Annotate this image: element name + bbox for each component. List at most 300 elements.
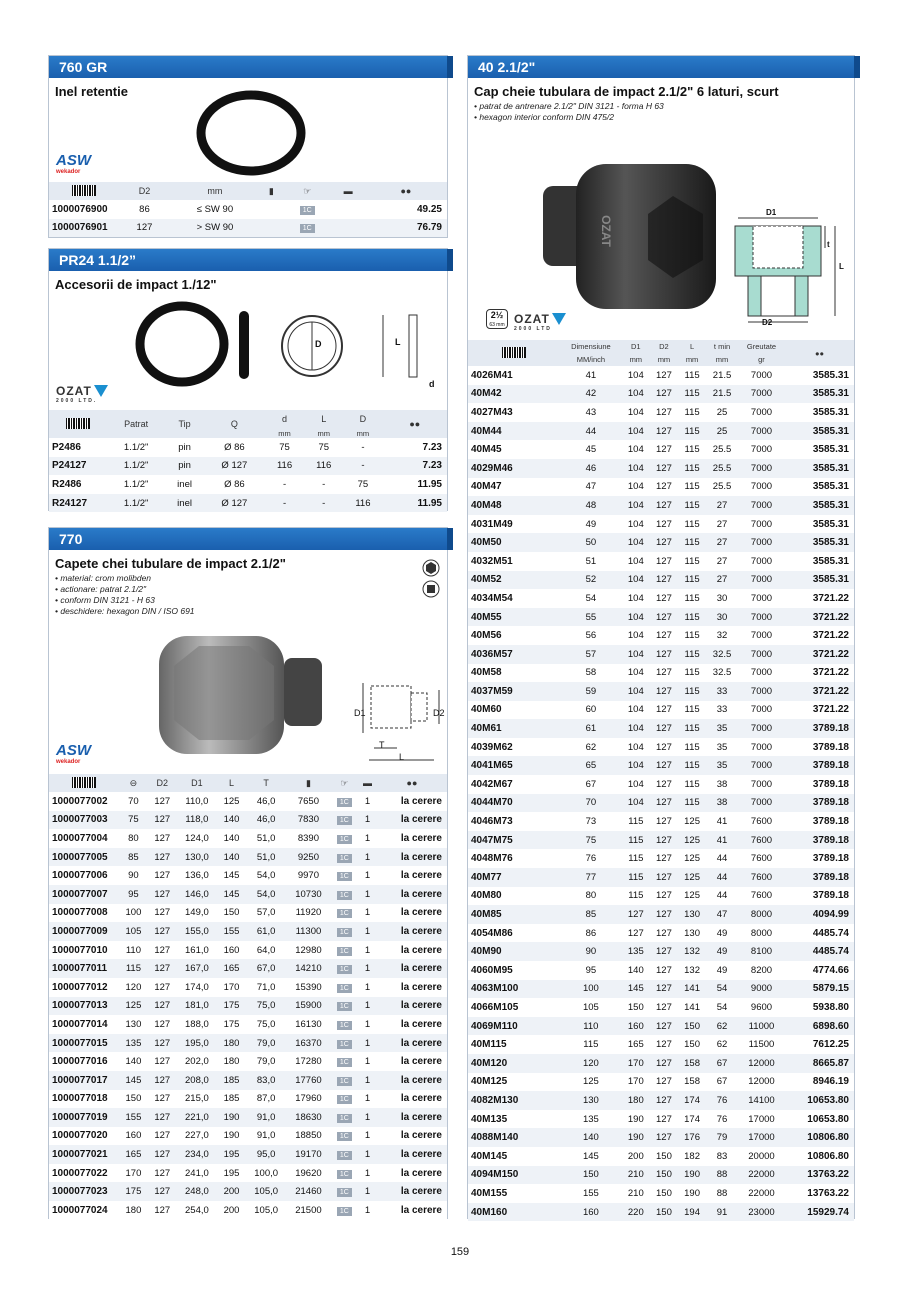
table-cell: 1: [358, 1145, 377, 1164]
table-cell: la cerere: [377, 1201, 447, 1220]
table-row: [468, 756, 854, 775]
table-row: [49, 904, 447, 923]
bullet-item: • actionare: patrat 2.1/2": [55, 584, 147, 594]
table-cell: 104: [622, 682, 650, 701]
table-cell: 127: [148, 1034, 177, 1053]
label-D1: D1: [354, 708, 366, 718]
table-cell: 9000: [738, 980, 785, 999]
table-cell: 7000: [738, 794, 785, 813]
table-cell: 4047M75: [468, 831, 560, 850]
table-cell: 150: [650, 1184, 678, 1203]
table-cell: 14210: [286, 959, 330, 978]
table-cell: 1: [358, 922, 377, 941]
table-cell: 4054M86: [468, 924, 560, 943]
ruler-icon: ▬: [331, 182, 364, 200]
table-cell: 1.1/2": [107, 475, 165, 494]
table-cell: 3789.18: [785, 831, 854, 850]
table-cell: 135: [560, 1110, 622, 1129]
table-cell: 130: [678, 924, 706, 943]
table-cell: 62: [560, 738, 622, 757]
table-cell: 155,0: [177, 922, 217, 941]
table-cell: 127: [148, 1071, 177, 1090]
table-cell: 1C: [331, 1034, 359, 1053]
table-cell: 1: [358, 1071, 377, 1090]
table-cell: 110: [119, 941, 148, 960]
table-cell: 125: [678, 849, 706, 868]
table-cell: pin: [165, 438, 203, 457]
table-cell: 7000: [738, 701, 785, 720]
table-cell: 110: [560, 1017, 622, 1036]
table-cell: 130: [678, 905, 706, 924]
table-cell: 140: [217, 848, 246, 867]
table-cell: 1C: [331, 978, 359, 997]
table-cell: 4069M110: [468, 1017, 560, 1036]
table-cell: pin: [165, 457, 203, 476]
table-cell: 67: [706, 1054, 738, 1073]
table-cell: 174: [678, 1110, 706, 1129]
table-cell: 8665.87: [785, 1054, 854, 1073]
table-cell: 127: [650, 924, 678, 943]
table-cell: 42: [560, 385, 622, 404]
table-cell: 104: [622, 775, 650, 794]
table-cell: 1C: [331, 1182, 359, 1201]
table-cell: 17960: [286, 1090, 330, 1109]
table-cell: la cerere: [377, 978, 447, 997]
table-cell: 3789.18: [785, 849, 854, 868]
table-cell: 127: [148, 941, 177, 960]
table-row: [468, 794, 854, 813]
table-cell: 155: [560, 1184, 622, 1203]
table-cell: 174,0: [177, 978, 217, 997]
table-cell: 85: [560, 905, 622, 924]
table-cell: 3585.31: [785, 403, 854, 422]
table-cell: 51: [560, 552, 622, 571]
table-cell: 130: [119, 1015, 148, 1034]
table-row: [49, 1090, 447, 1109]
table-cell: 215,0: [177, 1090, 217, 1109]
label-L: L: [839, 262, 844, 271]
table-cell: 127: [650, 645, 678, 664]
table-cell: 16130: [286, 1015, 330, 1034]
table-cell: la cerere: [377, 1071, 447, 1090]
table-row: [468, 682, 854, 701]
table-cell: 21500: [286, 1201, 330, 1220]
table-cell: 4046M73: [468, 812, 560, 831]
table-cell: 115: [678, 589, 706, 608]
table-cell: 127: [650, 887, 678, 906]
table-cell: 127: [650, 422, 678, 441]
section-title: Accesorii de impact 1./12": [55, 277, 217, 292]
table-cell: 54,0: [246, 885, 286, 904]
table-cell: 104: [622, 440, 650, 459]
table-cell: 1: [358, 1164, 377, 1183]
table-cell: 4034M54: [468, 589, 560, 608]
table-cell: 1000077011: [49, 959, 119, 978]
table-cell: 40M155: [468, 1184, 560, 1203]
table-cell: la cerere: [377, 866, 447, 885]
table-cell: 104: [622, 478, 650, 497]
product-table: Dimensiune D1 D2 L t min Greutate ●● MM/inch mm mm mm mm gr 4026M41 41 104 127 115 21.5 7000 3585.31 40M42 42 104 127 115 21.5 7000 3585.31 4027M43 43 104 127 115 25 7000 3585.31 40M44 44 104 127 115 25 7000 3585.31 40M45 45 104 127 115 25.5 7000 3585.31 4029M46 46 104 127 115 25.5 7000 3585.31 40M47 47 104 127 115 25.5 7000 3585.31 40M48 48 104 127 115 27 7000 3585.31 4031M49 49 104 127 115 27 7000 3585.31 40M50 50 104 127 115 27 7000 3585.31 4032M51 51 104 127 115 27 7000 3585.31 40M52 52 104 127 115 27 7000 3585.31 4034M54 54 104 127 115 30 7000 3721.22 40M55 55 104 127 115 30 7000 3721.22 40M56 56 104 127 115 32 7000 3721.22 4036M57 57 104 127 115 32.5 7000 3721.22 40M58 58 104 127 115 32.5 7000 3721.22 4037M59 59 104 127 115 33 7000 3721.22 40M60 60 104 127 115 33 7000 3721.22 40M61 61 104 127 115 35 7000 3789.18 4039M62 62 104 127 115 35 7000 3789.18 4041M65 65 104 127 115 35 7000 3789.18 4042M67 67 104 127 115 38 7000 3789.18 4044M70 70 104 127 115 38 7000 3789.18 4046M73 73 115 127 125 41 7600 3789.18 4047M75 75 115 127 125 41 7600 3789.18 4048M76 76 115 127 125 44 7600 3789.18 40M77 77 115 127 125 44 7600 3789.18 40M80 80 115 127 125 44 7600 3789.18 40M85 85 127 127 130 47 8000 4094.99 4054M86 86 127 127 130 49 8000 4485.74 40M90 90 135 127 132 49 8100 4485.74 4060M95 95 140 127 132 49 8200 4774.66 4063M100 100 145 127 141 54 9000 5879.15 4066M105 105 150 127 141 54 9600 5938.80 4069M110 110 160 127 150 62 11000 6898.60 40M115 115 165 127 150 62 11500 7612.25 40M120 120 170 127 158 67 12000 8665.87 40M125 125 170 127 158 67 12000 8946.19 4082M130 130 180 127 174 76 14100 10653.80 40M135 135 190 127 174 76 17000 10653.80 4088M140 140 190 127 176 79 17000 10806.80 40M145 145 200 150 182 83 20000 10806.80 4094M150 150 210 150 190 88 22000 13763.22 40M155 155 210 150 190 88 22000 13763.22 40M160 160 220 150 194 91 23000 15929.74: [468, 340, 854, 1221]
table-cell: 127: [650, 478, 678, 497]
table-cell: 1C: [331, 959, 359, 978]
table-cell: 11.95: [383, 475, 447, 494]
table-cell: 47: [560, 478, 622, 497]
table-row: [49, 885, 447, 904]
table-cell: P24127: [49, 457, 107, 476]
table-cell: 38: [706, 794, 738, 813]
table-row: [468, 980, 854, 999]
hexagon-icon: [422, 559, 440, 577]
table-cell: 105,0: [246, 1201, 286, 1220]
table-row: [468, 440, 854, 459]
table-cell: -: [265, 475, 304, 494]
table-cell: 1: [358, 1182, 377, 1201]
table-cell: 15390: [286, 978, 330, 997]
table-cell: 140: [217, 811, 246, 830]
bullet-item: • hexagon interior conform DIN 475/2: [474, 112, 614, 122]
table-cell: 115: [678, 459, 706, 478]
table-cell: 127: [622, 924, 650, 943]
table-cell: 127: [148, 1015, 177, 1034]
table-cell: 83,0: [246, 1071, 286, 1090]
table-cell: 115: [678, 385, 706, 404]
table-cell: 105: [119, 922, 148, 941]
table-cell: 241,0: [177, 1164, 217, 1183]
table-cell: 54: [706, 998, 738, 1017]
table-cell: 150: [560, 1166, 622, 1185]
table-cell: 40M120: [468, 1054, 560, 1073]
table-cell: 176: [678, 1128, 706, 1147]
square-drive-icon: [422, 580, 440, 598]
table-cell: 1C: [331, 1071, 359, 1090]
table-cell: 12980: [286, 941, 330, 960]
table-cell: 3585.31: [785, 366, 854, 385]
table-cell: 7600: [738, 812, 785, 831]
table-cell: 54: [706, 980, 738, 999]
table-cell: 136,0: [177, 866, 217, 885]
table-cell: la cerere: [377, 829, 447, 848]
table-cell: 44: [706, 887, 738, 906]
table-cell: 1000077020: [49, 1127, 119, 1146]
table-cell: 44: [560, 422, 622, 441]
label-L: L: [399, 752, 405, 762]
table-cell: 7600: [738, 868, 785, 887]
table-cell: 40M77: [468, 868, 560, 887]
table-cell: 1000077010: [49, 941, 119, 960]
table-cell: 4048M76: [468, 849, 560, 868]
table-cell: 3789.18: [785, 794, 854, 813]
table-cell: 3721.22: [785, 589, 854, 608]
table-cell: 104: [622, 626, 650, 645]
table-cell: 104: [622, 608, 650, 627]
table-cell: 141: [678, 998, 706, 1017]
asw-logo: ASW wekador: [56, 742, 91, 765]
section-band: 770: [49, 528, 447, 550]
table-cell: 1C: [331, 885, 359, 904]
table-cell: 135: [622, 942, 650, 961]
table-cell: 1000077021: [49, 1145, 119, 1164]
table-row: [468, 701, 854, 720]
table-cell: 21460: [286, 1182, 330, 1201]
table-row: [49, 475, 447, 494]
hand-icon: ☞: [283, 182, 332, 200]
table-cell: 41: [706, 812, 738, 831]
table-cell: la cerere: [377, 885, 447, 904]
product-table: ⊖ D2 D1 L T ▮ ☞ ▬ ●● 1000077002 70 127 110,0 125 46,0 7650 1C 1 la cerere 1000077003 75 127 118,0 140 46,0 7830 1C 1 la cerere 1000077004 80 127 124,0 140 51,0 8390 1C 1 la cerere 1000077005 85 127 130,0 140 51,0 9250 1C 1 la cerere 1000077006 90 127 136,0 145 54,0 9970 1C 1 la cerere 1000077007 95 127 146,0 145 54,0 10730 1C 1 la cerere 1000077008 100 127 149,0 150 57,0 11920 1C 1 la cerere 1000077009 105 127 155,0 155 61,0 11300 1C 1 la cerere 1000077010 110 127 161,0 160 64,0 12980 1C 1 la cerere 1000077011 115 127 167,0 165 67,0 14210 1C 1 la cerere 1000077012 120 127 174,0 170 71,0 15390 1C 1 la cerere 1000077013 125 127 181,0 175 75,0 15900 1C 1 la cerere 1000077014 130 127 188,0 175 75,0 16130 1C 1 la cerere 1000077015 135 127 195,0 180 79,0 16370 1C 1 la cerere 1000077016 140 127 202,0 180 79,0 17280 1C 1 la cerere 1000077017 145 127 208,0 185 83,0 17760 1C 1 la cerere 1000077018 150 127 215,0 185 87,0 17960 1C 1 la cerere 1000077019 155 127 221,0 190 91,0 18630 1C 1 la cerere 1000077020 160 127 227,0 190 91,0 18850 1C 1 la cerere 1000077021 165 127 234,0 195 95,0 19170 1C 1 la cerere 1000077022 170 127 241,0 195 100,0 19620 1C 1 la cerere 1000077023 175 127 248,0 200 105,0 21460 1C 1 la cerere 1000077024 180 127 254,0 200 105,0 21500 1C 1 la cerere: [49, 774, 447, 1220]
table-cell: 11.95: [383, 494, 447, 513]
table-cell: 104: [622, 515, 650, 534]
section-title: Inel retentie: [55, 84, 128, 99]
table-cell: 1000077023: [49, 1182, 119, 1201]
table-cell: 67: [706, 1073, 738, 1092]
table-cell: 127: [650, 756, 678, 775]
table-cell: 4041M65: [468, 756, 560, 775]
table-cell: 6898.60: [785, 1017, 854, 1036]
table-cell: 175: [119, 1182, 148, 1201]
table-cell: 75: [265, 438, 304, 457]
table-row: [49, 922, 447, 941]
table-cell: 67,0: [246, 959, 286, 978]
table-cell: 182: [678, 1147, 706, 1166]
table-cell: 65: [560, 756, 622, 775]
table-row: [468, 887, 854, 906]
table-cell: 115: [622, 849, 650, 868]
table-cell: 40M125: [468, 1073, 560, 1092]
table-cell: 104: [622, 366, 650, 385]
table-cell: 1000077002: [49, 792, 119, 811]
table-cell: 190: [678, 1166, 706, 1185]
table-cell: 104: [622, 589, 650, 608]
table-cell: 1: [358, 941, 377, 960]
table-row: [468, 868, 854, 887]
table-cell: 127: [650, 366, 678, 385]
table-cell: 127: [148, 792, 177, 811]
table-row: [49, 1127, 447, 1146]
bullet-item: • material: crom molibden: [55, 573, 152, 583]
label-L: L: [395, 337, 401, 347]
table-cell: la cerere: [377, 1182, 447, 1201]
table-cell: 35: [706, 756, 738, 775]
table-row: [468, 1091, 854, 1110]
table-row: [49, 1201, 447, 1220]
table-cell: 195,0: [177, 1034, 217, 1053]
table-cell: 104: [622, 403, 650, 422]
table-cell: 86: [560, 924, 622, 943]
table-cell: 1: [358, 904, 377, 923]
table-cell: 127: [650, 459, 678, 478]
table-cell: 127: [650, 719, 678, 738]
table-cell: 140: [119, 1052, 148, 1071]
table-cell: 13763.22: [785, 1166, 854, 1185]
table-cell: 1C: [331, 829, 359, 848]
table-cell: 7000: [738, 756, 785, 775]
table-cell: la cerere: [377, 1052, 447, 1071]
table-cell: 49: [706, 942, 738, 961]
table-cell: 80: [119, 829, 148, 848]
table-cell: 40M85: [468, 905, 560, 924]
table-cell: 1000077012: [49, 978, 119, 997]
label-t: t: [827, 240, 830, 249]
table-cell: 8000: [738, 924, 785, 943]
table-cell: la cerere: [377, 959, 447, 978]
table-cell: 115: [678, 701, 706, 720]
table-cell: R24127: [49, 494, 107, 513]
socket-diagram: [349, 678, 447, 768]
table-cell: 127: [650, 682, 678, 701]
table-row: [468, 1073, 854, 1092]
table-cell: 3585.31: [785, 459, 854, 478]
table-cell: 4027M43: [468, 403, 560, 422]
table-cell: 11000: [738, 1017, 785, 1036]
section-title: Capete chei tubulare de impact 2.1/2": [55, 556, 286, 571]
table-row: [468, 905, 854, 924]
table-cell: 41: [560, 366, 622, 385]
table-row: [468, 552, 854, 571]
table-cell: 10653.80: [785, 1091, 854, 1110]
table-cell: 7000: [738, 533, 785, 552]
ring-diagram: [279, 311, 345, 381]
table-cell: la cerere: [377, 1108, 447, 1127]
table-cell: 5938.80: [785, 998, 854, 1017]
section-760gr: [48, 55, 448, 238]
retaining-ring-image: [194, 88, 309, 178]
table-cell: 51,0: [246, 829, 286, 848]
table-cell: 1000077004: [49, 829, 119, 848]
table-cell: 158: [678, 1073, 706, 1092]
table-cell: 18850: [286, 1127, 330, 1146]
table-cell: la cerere: [377, 904, 447, 923]
table-cell: 190: [217, 1127, 246, 1146]
table-cell: 25: [706, 422, 738, 441]
table-cell: 1: [358, 885, 377, 904]
table-cell: 140: [622, 961, 650, 980]
table-cell: 3789.18: [785, 775, 854, 794]
table-cell: 3585.31: [785, 571, 854, 590]
table-cell: 1C: [331, 1052, 359, 1071]
table-cell: 7650: [286, 792, 330, 811]
table-row: [468, 1184, 854, 1203]
table-cell: 127: [148, 1182, 177, 1201]
table-cell: 77: [560, 868, 622, 887]
table-cell: Ø 86: [204, 475, 265, 494]
table-cell: 4485.74: [785, 942, 854, 961]
table-cell: 40M61: [468, 719, 560, 738]
table-cell: 254,0: [177, 1201, 217, 1220]
table-cell: 161,0: [177, 941, 217, 960]
table-cell: 7612.25: [785, 1035, 854, 1054]
table-cell: 61: [560, 719, 622, 738]
table-cell: 4774.66: [785, 961, 854, 980]
table-row: [49, 848, 447, 867]
table-cell: 57: [560, 645, 622, 664]
table-row: [468, 608, 854, 627]
table-cell: 3585.31: [785, 440, 854, 459]
pin-diagram: [379, 309, 429, 389]
table-cell: 127: [148, 1201, 177, 1220]
table-row: [468, 366, 854, 385]
table-cell: 4032M51: [468, 552, 560, 571]
table-cell: 1: [358, 1015, 377, 1034]
label-d: d: [429, 379, 435, 389]
table-cell: 7000: [738, 775, 785, 794]
table-cell: 115: [678, 440, 706, 459]
table-cell: 127: [148, 885, 177, 904]
table-cell: 170: [217, 978, 246, 997]
table-cell: 190: [622, 1128, 650, 1147]
table-cell: 40M55: [468, 608, 560, 627]
table-cell: 4031M49: [468, 515, 560, 534]
table-row: [468, 1203, 854, 1222]
table-cell: 7000: [738, 440, 785, 459]
table-cell: 1C: [331, 1015, 359, 1034]
table-row: [49, 978, 447, 997]
table-row: [468, 533, 854, 552]
table-cell: 1000077022: [49, 1164, 119, 1183]
table-row: [468, 942, 854, 961]
table-row: [49, 1052, 447, 1071]
table-cell: 30: [706, 608, 738, 627]
table-cell: 73: [560, 812, 622, 831]
table-cell: 127: [650, 385, 678, 404]
table-cell: 90: [119, 866, 148, 885]
table-cell: 145: [217, 885, 246, 904]
table-cell: 25.5: [706, 440, 738, 459]
table-row: [468, 1166, 854, 1185]
table-row: [468, 626, 854, 645]
label-D: D: [315, 339, 322, 349]
table-row: [49, 1071, 447, 1090]
table-cell: 1C: [331, 866, 359, 885]
table-cell: 76: [706, 1091, 738, 1110]
table-row: [49, 494, 447, 513]
table-cell: 58: [560, 664, 622, 683]
table-cell: 127: [650, 701, 678, 720]
table-cell: 3585.31: [785, 478, 854, 497]
table-cell: 155: [217, 922, 246, 941]
table-cell: 7000: [738, 682, 785, 701]
ruler-icon: ▬: [358, 774, 377, 792]
table-cell: 127: [148, 866, 177, 885]
hand-icon: ☞: [331, 774, 359, 792]
table-cell: 40M47: [468, 478, 560, 497]
table-cell: 80: [560, 887, 622, 906]
table-cell: 200: [217, 1182, 246, 1201]
table-cell: 75: [119, 811, 148, 830]
table-cell: 40M115: [468, 1035, 560, 1054]
table-cell: 3721.22: [785, 608, 854, 627]
table-cell: 1: [358, 997, 377, 1016]
table-cell: 7000: [738, 552, 785, 571]
table-cell: 150: [678, 1035, 706, 1054]
table-cell: 180: [119, 1201, 148, 1220]
table-cell: 59: [560, 682, 622, 701]
table-cell: 3789.18: [785, 756, 854, 775]
table-cell: 127: [650, 961, 678, 980]
table-cell: 40M48: [468, 496, 560, 515]
table-cell: 127: [650, 403, 678, 422]
table-cell: 54,0: [246, 866, 286, 885]
table-cell: 25.5: [706, 478, 738, 497]
table-cell: 115: [678, 682, 706, 701]
table-cell: 3789.18: [785, 812, 854, 831]
table-cell: 88: [706, 1166, 738, 1185]
table-cell: 188,0: [177, 1015, 217, 1034]
table-cell: 175: [217, 997, 246, 1016]
table-cell: 127: [650, 905, 678, 924]
table-cell: 105,0: [246, 1182, 286, 1201]
table-cell: 227,0: [177, 1127, 217, 1146]
table-cell: 76: [560, 849, 622, 868]
